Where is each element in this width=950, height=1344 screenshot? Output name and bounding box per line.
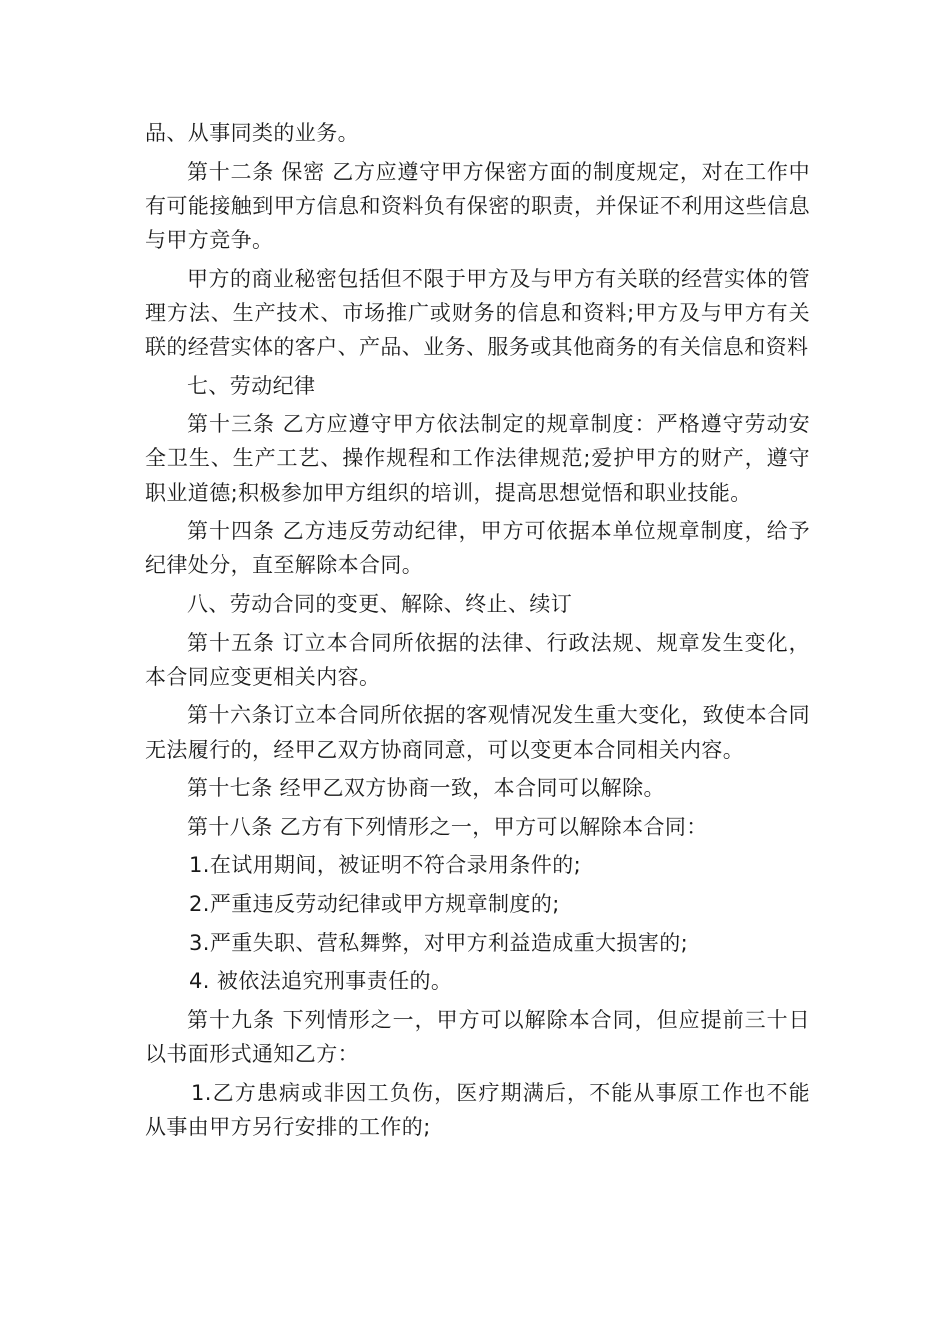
paragraph-continuation: 品、从事同类的业务。 bbox=[145, 121, 359, 145]
paragraph-article-16: 第十六条订立本合同所依据的客观情况发生重大变化，致使本合同无法履行的，经甲乙双方协商同意，可以变更本合同相关内容。 bbox=[145, 703, 810, 762]
paragraph-article-12: 第十二条 保密 乙方应遵守甲方保密方面的制度规定，对在工作中有可能接触到甲方信息和资料负有保密的职责，并保证不利用这些信息与甲方竞争。 bbox=[145, 159, 810, 252]
paragraph-article-17: 第十七条 经甲乙双方协商一致，本合同可以解除。 bbox=[187, 776, 665, 801]
paragraph-article-14: 第十四条 乙方违反劳动纪律，甲方可依据本单位规章制度，给予纪律处分，直至解除本合同。 bbox=[145, 519, 810, 578]
list-item-18-3: 3.严重失职、营私舞弊，对甲方利益造成重大损害的; bbox=[189, 930, 689, 955]
paragraph-trade-secrets: 甲方的商业秘密包括但不限于甲方及与甲方有关联的经营实体的管理方法、生产技术、市场推广或财务的信息和资料;甲方及与甲方有关联的经营实体的客户、产品、业务、服务或其他商务的有关信息和资料 bbox=[145, 266, 810, 359]
list-item-18-2: 2.严重违反劳动纪律或甲方规章制度的; bbox=[189, 891, 560, 916]
section-heading-contract-changes: 八、劳动合同的变更、解除、终止、续订 bbox=[187, 591, 573, 616]
list-item-18-1: 1.在试用期间，被证明不符合录用条件的; bbox=[189, 853, 582, 878]
document-body bbox=[145, 116, 810, 1148]
paragraph-article-19: 第十九条 下列情形之一，甲方可以解除本合同，但应提前三十日以书面形式通知乙方： bbox=[145, 1007, 810, 1066]
section-heading-labor-discipline: 七、劳动纪律 bbox=[187, 373, 316, 398]
list-item-18-4: 4. 被依法追究刑事责任的。 bbox=[189, 969, 453, 994]
paragraph-article-18: 第十八条 乙方有下列情形之一，甲方可以解除本合同： bbox=[187, 814, 708, 839]
list-item-19-1: 1.乙方患病或非因工负伤，医疗期满后，不能从事原工作也不能从事由甲方另行安排的工作的; bbox=[145, 1080, 810, 1139]
paragraph-article-13: 第十三条 乙方应遵守甲方依法制定的规章制度：严格遵守劳动安全卫生、生产工艺、操作规程和工作法律规范;爱护甲方的财产，遵守职业道德;积极参加甲方组织的培训，提高思想觉悟和职业技能。 bbox=[145, 412, 810, 505]
paragraph-article-15: 第十五条 订立本合同所依据的法律、行政法规、规章发生变化，本合同应变更相关内容。 bbox=[145, 630, 810, 689]
